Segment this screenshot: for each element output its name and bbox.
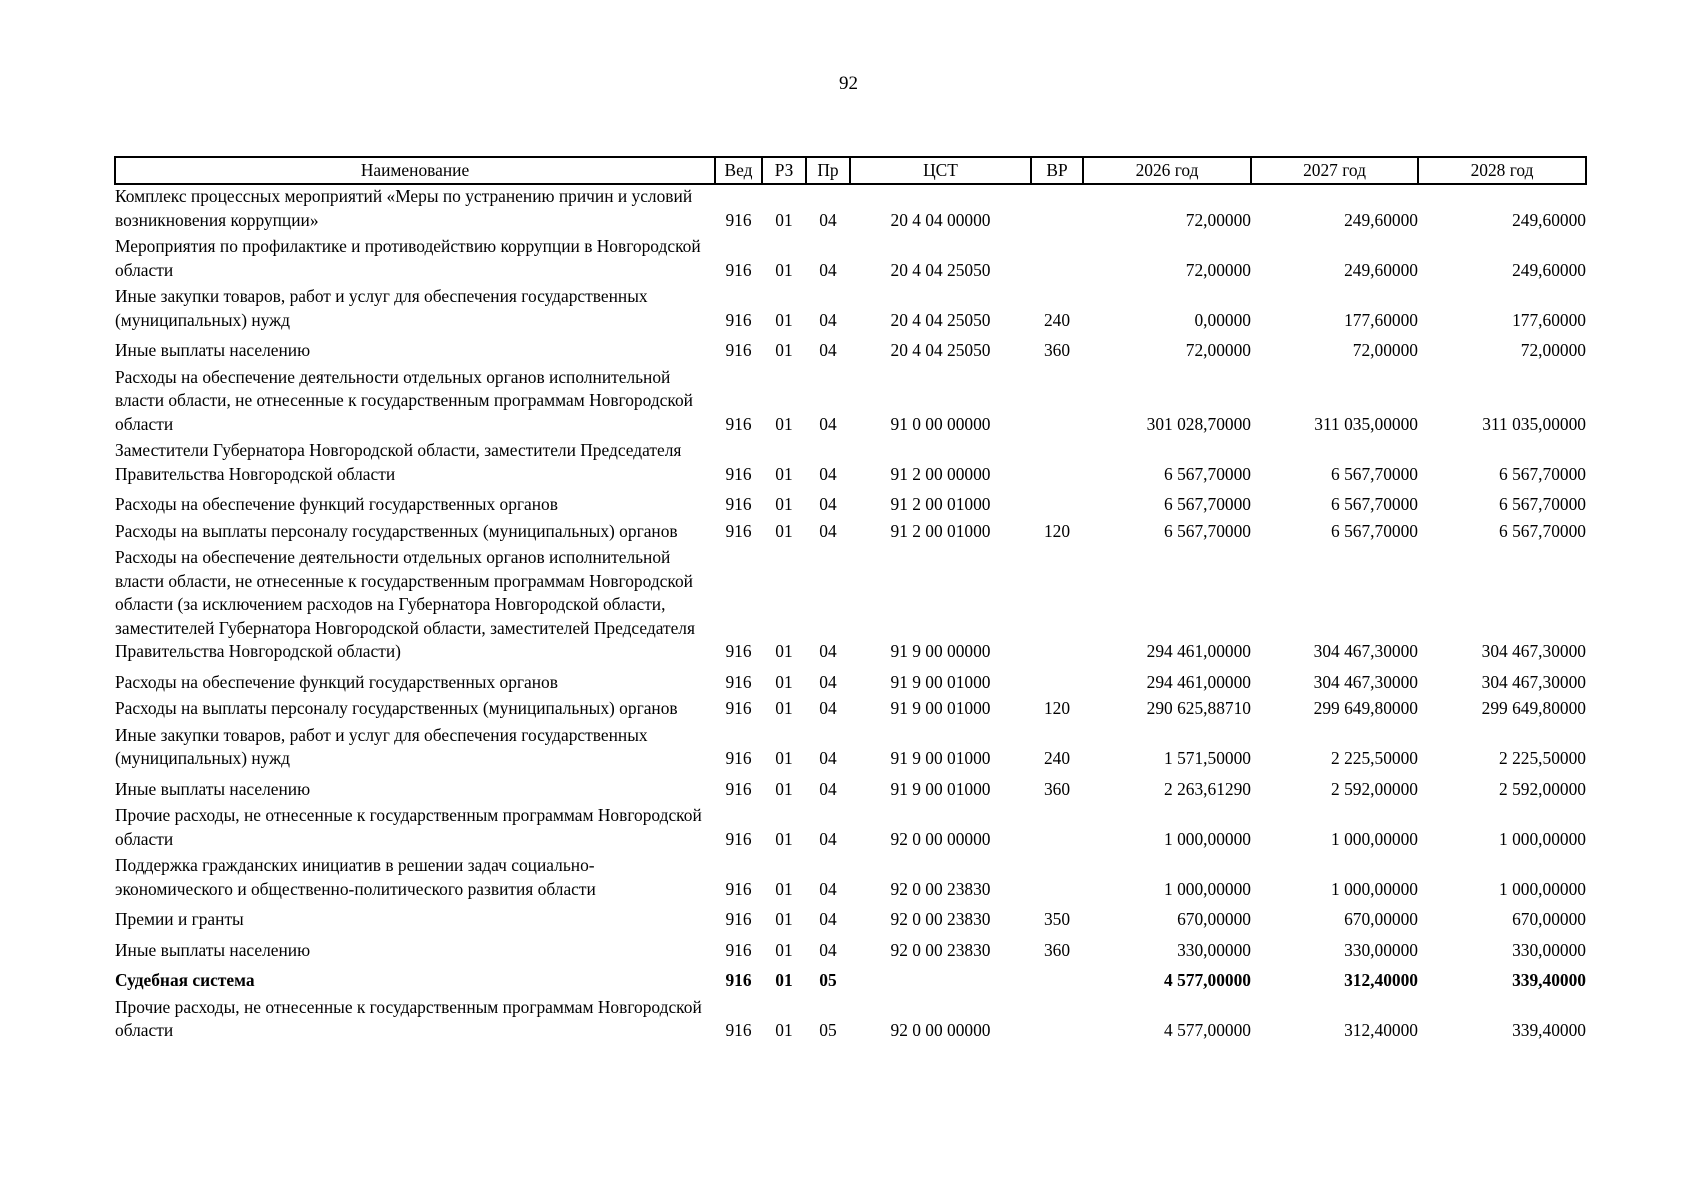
cell-ved: 916	[725, 463, 752, 484]
cell-2026: 2 263,61290	[1164, 778, 1251, 799]
cell-vr	[1031, 667, 1083, 698]
cell-ved: 916	[725, 939, 752, 960]
cell-rz: 01	[775, 520, 793, 541]
cell-rz: 01	[775, 939, 793, 960]
cell-2026: 4 577,00000	[1164, 1020, 1251, 1040]
cell-2027: 6 567,70000	[1331, 494, 1418, 514]
cell-rz: 01	[775, 1020, 793, 1040]
cell-2028: 6 567,70000	[1499, 463, 1586, 484]
cell-pr: 04	[819, 209, 837, 230]
cell-vr: 360	[1043, 340, 1071, 360]
cell-cst: 92 0 00 23830	[890, 939, 991, 960]
cell-2026: 670,00000	[1177, 909, 1251, 929]
cell-ved: 916	[725, 698, 752, 718]
cell-vr	[1031, 546, 1083, 667]
cell-name: Судебная система	[115, 970, 255, 990]
budget-table	[114, 156, 1587, 1046]
cell-2028: 339,40000	[1512, 1020, 1586, 1040]
cell-pr: 04	[819, 698, 837, 718]
cell-pr: 04	[819, 878, 837, 899]
cell-pr: 04	[819, 641, 837, 661]
cell-vr	[1031, 439, 1083, 489]
cell-pr: 04	[819, 413, 837, 434]
cell-name: Мероприятия по профилактике и противодействию коррупции в Новгородской области	[115, 236, 701, 280]
cell-2028: 304 467,30000	[1481, 671, 1586, 692]
header-cst: ЦСТ	[850, 157, 1031, 184]
cell-pr: 04	[819, 520, 837, 541]
cell-2026: 301 028,70000	[1146, 413, 1251, 434]
cell-vr	[1031, 184, 1083, 235]
cell-name: Иные выплаты населению	[115, 340, 311, 360]
cell-vr	[1031, 489, 1083, 520]
cell-name: Расходы на обеспечение функций государственных органов	[115, 494, 558, 514]
cell-pr: 04	[819, 494, 837, 514]
cell-2026: 6 567,70000	[1164, 520, 1251, 541]
cell-cst: 91 9 00 01000	[890, 748, 991, 768]
cell-2027: 304 467,30000	[1313, 641, 1418, 661]
cell-name: Прочие расходы, не отнесенные к государственным программам Новгородской области	[115, 996, 702, 1040]
header-2028: 2028 год	[1418, 157, 1586, 184]
cell-cst: 91 9 00 01000	[890, 698, 991, 718]
cell-2026: 72,00000	[1185, 259, 1251, 280]
cell-2028: 304 467,30000	[1481, 641, 1586, 661]
cell-cst: 91 9 00 00000	[890, 641, 991, 661]
cell-name: Иные закупки товаров, работ и услуг для обеспечения государственных (муниципальных) нужд	[115, 286, 648, 330]
table-row	[115, 854, 1586, 904]
cell-rz: 01	[775, 778, 793, 799]
cell-ved: 916	[725, 309, 752, 330]
cell-name: Расходы на обеспечение деятельности отдельных органов исполнительной власти области, не отнесенные к государственным программам Новгородской области (за исключением расходов на Губернатора Новгородской области, заместителей Губернатора Новгородской области, заместителей Председателя Правительства Новгородской области)	[115, 547, 695, 661]
cell-2027: 312,40000	[1344, 970, 1418, 990]
cell-2028: 670,00000	[1512, 909, 1586, 929]
cell-rz: 01	[775, 340, 793, 360]
cell-2026: 0,00000	[1194, 309, 1251, 330]
cell-2027: 311 035,00000	[1314, 413, 1418, 434]
table-row	[115, 904, 1586, 935]
cell-ved: 916	[725, 748, 752, 768]
table-header-row	[115, 157, 1586, 184]
cell-2027: 2 592,00000	[1331, 778, 1418, 799]
cell-rz: 01	[775, 748, 793, 768]
table-row	[115, 335, 1586, 366]
table-row	[115, 184, 1586, 235]
cell-2026: 1 571,50000	[1164, 748, 1251, 768]
table-row	[115, 774, 1586, 805]
cell-2028: 2 225,50000	[1499, 748, 1586, 768]
cell-2026: 1 000,00000	[1164, 878, 1251, 899]
cell-2028: 299 649,80000	[1481, 698, 1586, 718]
cell-ved: 916	[725, 413, 752, 434]
cell-2028: 330,00000	[1512, 939, 1586, 960]
cell-2027: 1 000,00000	[1331, 878, 1418, 899]
cell-vr: 120	[1043, 698, 1071, 718]
header-2027: 2027 год	[1251, 157, 1418, 184]
cell-name: Расходы на выплаты персоналу государственных (муниципальных) органов	[115, 520, 678, 541]
cell-2026: 290 625,88710	[1146, 698, 1251, 718]
cell-name: Премии и гранты	[115, 909, 244, 929]
cell-rz: 01	[775, 463, 793, 484]
cell-name: Расходы на обеспечение деятельности отдельных органов исполнительной власти области, не отнесенные к государственным программам Новгородской области	[115, 366, 693, 434]
cell-pr: 04	[819, 939, 837, 960]
cell-name: Поддержка гражданских инициатив в решении задач социально-экономического и общественно-политического развития области	[115, 855, 596, 899]
cell-vr: 360	[1043, 778, 1071, 799]
table-row	[115, 965, 1586, 996]
table-row	[115, 804, 1586, 854]
cell-2027: 249,60000	[1344, 259, 1418, 280]
table-row	[115, 489, 1586, 520]
page-number: 92	[839, 73, 858, 94]
cell-ved: 916	[725, 1020, 752, 1040]
cell-cst: 20 4 04 00000	[890, 209, 991, 230]
cell-2027: 330,00000	[1344, 939, 1418, 960]
cell-2026: 330,00000	[1177, 939, 1251, 960]
cell-pr: 04	[819, 259, 837, 280]
cell-2027: 312,40000	[1344, 1020, 1418, 1040]
cell-pr: 04	[819, 309, 837, 330]
cell-2026: 72,00000	[1185, 209, 1251, 230]
cell-rz: 01	[775, 878, 793, 899]
cell-2027: 299 649,80000	[1313, 698, 1418, 718]
cell-pr: 04	[819, 463, 837, 484]
cell-pr: 04	[819, 671, 837, 692]
cell-name: Прочие расходы, не отнесенные к государственным программам Новгородской области	[115, 805, 702, 849]
cell-name: Иные выплаты населению	[115, 939, 311, 960]
cell-2027: 2 225,50000	[1331, 748, 1418, 768]
cell-name: Заместители Губернатора Новгородской области, заместители Председателя Правительства Новгородской области	[115, 440, 682, 484]
cell-vr: 350	[1043, 909, 1071, 929]
cell-name: Расходы на обеспечение функций государственных органов	[115, 671, 558, 692]
cell-vr	[1031, 804, 1083, 854]
cell-ved: 916	[725, 970, 752, 990]
cell-rz: 01	[775, 413, 793, 434]
cell-2028: 249,60000	[1512, 259, 1586, 280]
cell-rz: 01	[775, 494, 793, 514]
cell-2028: 339,40000	[1512, 970, 1586, 990]
cell-pr: 05	[819, 970, 837, 990]
header-pr: Пр	[806, 157, 850, 184]
table-row	[115, 366, 1586, 440]
cell-cst: 91 9 00 01000	[890, 778, 991, 799]
table-row	[115, 697, 1586, 724]
cell-2027: 177,60000	[1344, 309, 1418, 330]
cell-2027: 304 467,30000	[1313, 671, 1418, 692]
cell-2026: 6 567,70000	[1164, 494, 1251, 514]
header-2026: 2026 год	[1083, 157, 1251, 184]
cell-vr: 240	[1043, 748, 1071, 768]
cell-ved: 916	[725, 259, 752, 280]
cell-cst: 91 0 00 00000	[890, 413, 991, 434]
cell-ved: 916	[725, 641, 752, 661]
cell-pr: 04	[819, 778, 837, 799]
table-row	[115, 520, 1586, 547]
cell-2026: 72,00000	[1185, 340, 1251, 360]
cell-rz: 01	[775, 641, 793, 661]
cell-vr: 120	[1043, 520, 1071, 541]
cell-2026: 294 461,00000	[1146, 641, 1251, 661]
cell-2027: 6 567,70000	[1331, 520, 1418, 541]
cell-2028: 72,00000	[1520, 340, 1586, 360]
cell-pr: 04	[819, 340, 837, 360]
table-row	[115, 724, 1586, 774]
cell-cst: 91 2 00 00000	[890, 463, 991, 484]
header-rz: РЗ	[762, 157, 806, 184]
cell-2027: 670,00000	[1344, 909, 1418, 929]
cell-2027: 1 000,00000	[1331, 828, 1418, 849]
table-row	[115, 996, 1586, 1046]
cell-cst: 92 0 00 00000	[890, 1020, 991, 1040]
cell-name: Расходы на выплаты персоналу государственных (муниципальных) органов	[115, 698, 678, 718]
table-row	[115, 439, 1586, 489]
cell-ved: 916	[725, 828, 752, 849]
header-name: Наименование	[115, 157, 715, 184]
cell-rz: 01	[775, 671, 793, 692]
cell-2028: 311 035,00000	[1482, 413, 1586, 434]
cell-ved: 916	[725, 909, 752, 929]
cell-name: Комплекс процессных мероприятий «Меры по устранению причин и условий возникновения коррупции»	[115, 186, 693, 230]
cell-cst	[850, 965, 1031, 996]
header-vr: ВР	[1031, 157, 1083, 184]
cell-cst: 91 2 00 01000	[890, 494, 991, 514]
cell-2026: 1 000,00000	[1164, 828, 1251, 849]
cell-2028: 6 567,70000	[1499, 494, 1586, 514]
cell-2026: 294 461,00000	[1146, 671, 1251, 692]
cell-vr	[1031, 965, 1083, 996]
cell-2026: 4 577,00000	[1164, 970, 1251, 990]
cell-ved: 916	[725, 494, 752, 514]
cell-vr	[1031, 235, 1083, 285]
cell-cst: 91 9 00 01000	[890, 671, 991, 692]
cell-2028: 2 592,00000	[1499, 778, 1586, 799]
header-ved: Вед	[715, 157, 762, 184]
table-row	[115, 546, 1586, 667]
cell-2028: 1 000,00000	[1499, 878, 1586, 899]
cell-cst: 92 0 00 23830	[890, 909, 991, 929]
cell-cst: 20 4 04 25050	[890, 309, 991, 330]
cell-2028: 177,60000	[1512, 309, 1586, 330]
cell-2028: 6 567,70000	[1499, 520, 1586, 541]
cell-ved: 916	[725, 340, 752, 360]
table-row	[115, 935, 1586, 966]
cell-2026: 6 567,70000	[1164, 463, 1251, 484]
cell-cst: 20 4 04 25050	[890, 340, 991, 360]
cell-name: Иные выплаты населению	[115, 778, 311, 799]
cell-pr: 04	[819, 909, 837, 929]
table-row	[115, 667, 1586, 698]
cell-rz: 01	[775, 209, 793, 230]
cell-rz: 01	[775, 828, 793, 849]
cell-pr: 05	[819, 1020, 837, 1040]
table-row	[115, 285, 1586, 335]
cell-ved: 916	[725, 520, 752, 541]
table-row	[115, 235, 1586, 285]
cell-name: Иные закупки товаров, работ и услуг для обеспечения государственных (муниципальных) нужд	[115, 724, 648, 768]
cell-rz: 01	[775, 259, 793, 280]
cell-2028: 249,60000	[1512, 209, 1586, 230]
cell-rz: 01	[775, 698, 793, 718]
cell-ved: 916	[725, 878, 752, 899]
cell-vr: 240	[1043, 309, 1071, 330]
cell-vr: 360	[1043, 939, 1071, 960]
cell-cst: 20 4 04 25050	[890, 259, 991, 280]
cell-cst: 91 2 00 01000	[890, 520, 991, 541]
cell-2027: 72,00000	[1352, 340, 1418, 360]
cell-ved: 916	[725, 778, 752, 799]
cell-cst: 92 0 00 23830	[890, 878, 991, 899]
cell-ved: 916	[725, 671, 752, 692]
cell-2028: 1 000,00000	[1499, 828, 1586, 849]
cell-2027: 249,60000	[1344, 209, 1418, 230]
cell-rz: 01	[775, 970, 793, 990]
cell-2027: 6 567,70000	[1331, 463, 1418, 484]
cell-rz: 01	[775, 909, 793, 929]
cell-vr	[1031, 996, 1083, 1046]
table-body	[115, 184, 1586, 1046]
cell-vr	[1031, 366, 1083, 440]
cell-pr: 04	[819, 828, 837, 849]
cell-rz: 01	[775, 309, 793, 330]
cell-cst: 92 0 00 00000	[890, 828, 991, 849]
cell-vr	[1031, 854, 1083, 904]
cell-ved: 916	[725, 209, 752, 230]
cell-pr: 04	[819, 748, 837, 768]
